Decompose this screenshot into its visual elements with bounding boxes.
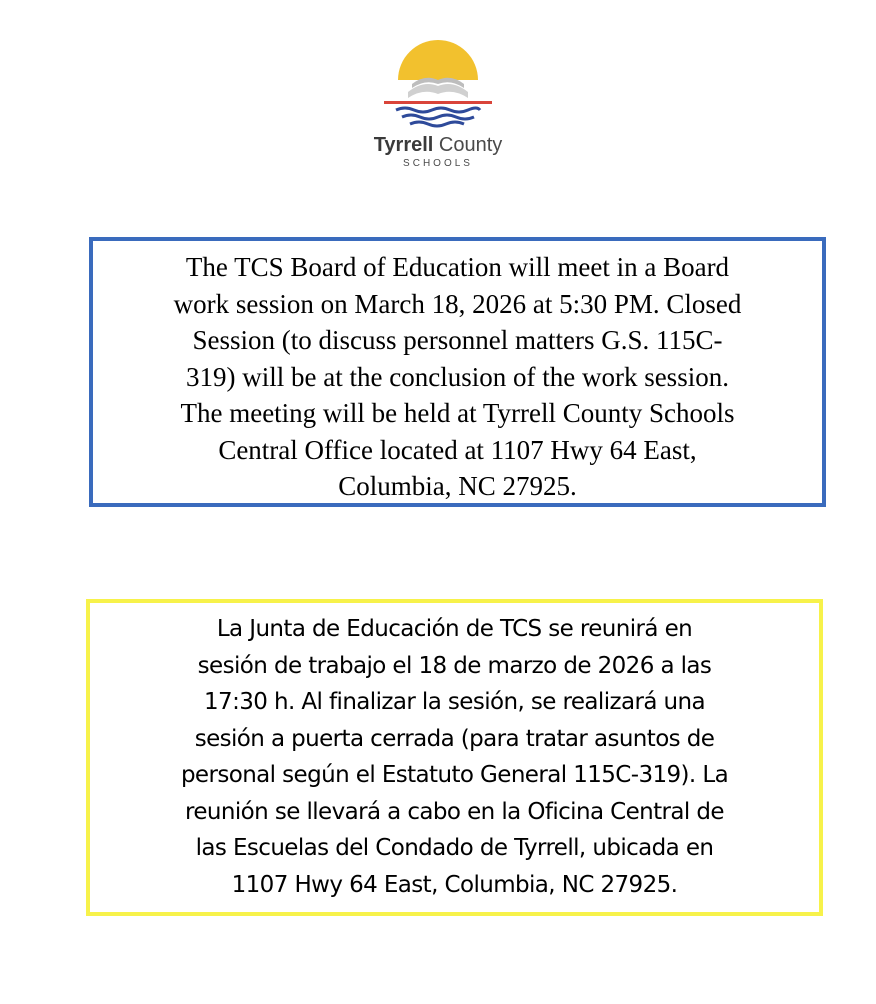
english-notice-line: Columbia, NC 27925. (338, 471, 577, 501)
book-icon (408, 84, 468, 98)
english-notice-line: 319) will be at the conclusion of the work session. (186, 361, 729, 392)
english-notice-line: work session on March 18, 2026 at 5:30 PM. Closed (173, 288, 742, 319)
spanish-notice-line: personal según el Estatuto General 115C-319). La (180, 762, 729, 788)
spanish-notice-line: La Junta de Educación de TCS se reunirá en (216, 616, 693, 642)
sun-book-waves-icon (368, 22, 508, 134)
wave-icon (396, 108, 480, 112)
logo-subtitle: SCHOOLS (403, 158, 473, 169)
sun-icon (398, 40, 478, 80)
spanish-notice-box (86, 599, 823, 916)
english-notice-box (89, 237, 826, 507)
red-line-icon (384, 101, 492, 104)
spanish-notice-line: 17:30 h. Al finalizar la sesión, se realizará una (204, 689, 705, 715)
logo-name: Tyrrell County (373, 134, 503, 156)
tyrrell-county-schools-logo (358, 22, 518, 182)
spanish-notice-line: las Escuelas del Condado de Tyrrell, ubicada en (195, 835, 714, 861)
spanish-notice-line: sesión a puerta cerrada (para tratar asuntos de (194, 725, 715, 752)
english-notice-line: Session (to discuss personnel matters G.S. 115C- (192, 325, 723, 355)
english-notice-line: The TCS Board of Education will meet in a Board (185, 252, 730, 282)
spanish-notice-line: reunión se llevará a cabo en la Oficina Central de (185, 798, 724, 825)
english-notice-line: Central Office located at 1107 Hwy 64 East, (218, 434, 697, 465)
spanish-notice-line: 1107 Hwy 64 East, Columbia, NC 27925. (231, 871, 678, 898)
spanish-notice-line: sesión de trabajo el 18 de marzo de 2026 a las (197, 652, 712, 679)
english-notice-line: The meeting will be held at Tyrrell County Schools (180, 398, 735, 428)
